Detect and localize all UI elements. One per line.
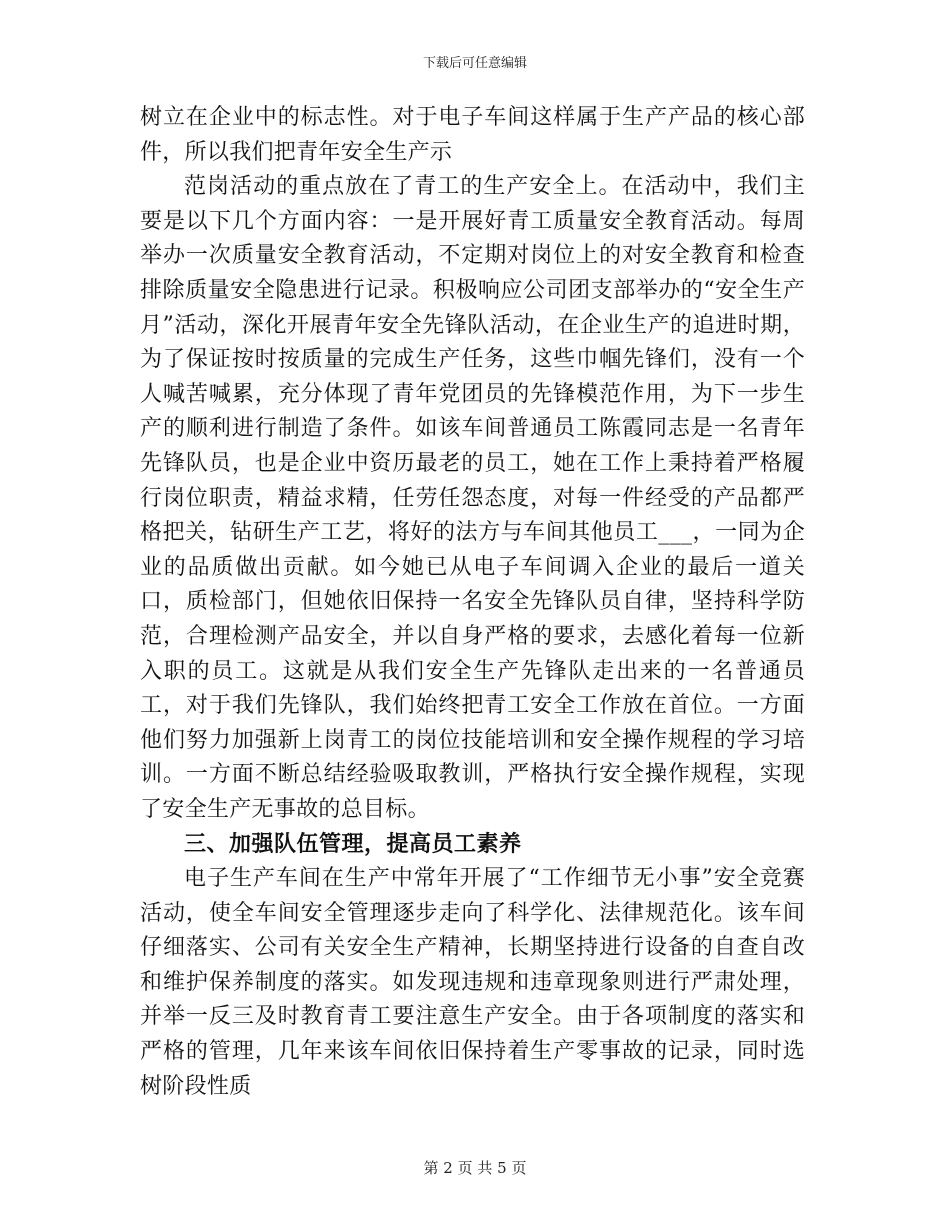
body-paragraph-1: 树立在企业中的标志性。对于电子车间这样属于生产产品的核心部件，所以我们把青年安全生产示 [140,105,805,165]
page-header-note: 下载后可任意编辑 [422,56,527,71]
section-heading: 三、加强队伍管理，提高员工素养 [184,831,522,858]
body-paragraph-2: 范岗活动的重点放在了青工的生产安全上。在活动中，我们主要是以下几个方面内容：一是开展好青工质量安全教育活动。每周举办一次质量安全教育活动，不定期对岗位上的对安全教育和检查排除质量安全隐患进行记录。积极响应公司团支部举办的“安全生产月”活动，深化开展青年安全先锋队活动，在企业生产的追进时期，为了保证按时按质量的完成生产任务，这些巾帼先锋们，没有一个人喊苦喊累，充分体现了青年党团员的先锋模范作用，为下一步生产的顺利进行制造了条件。如该车间普通员工陈霞同志是一名青年先锋队员，也是企业中资历最老的员工，她在工作上秉持着严格履行岗位职责，精益求精，任劳任怨态度，对每一件经受的产品都严格把关，钻研生产工艺，将好的法方与车间其他员工___，一同为企业的品质做出贡献。如今她已从电子车间调入企业的最后一道关口，质检部门，但她依旧保持一名安全先锋队员自律，坚持科学防范，合理检测产品安全，并以自身严格的要求，去感化着每一位新入职的员工。这就是从我们安全生产先锋队走出来的一名普通员工，对于我们先锋队，我们始终把青工安全工作放在首位。一方面他们努力加强新上岗青工的岗位技能培训和安全操作规程的学习培训。一方面不断总结经验吸取教训，严格执行安全操作规程，实现了安全生产无事故的总目标。 [140,174,805,822]
page-number-footer: 第 2 页 共 5 页 [423,1159,527,1177]
document-body [140,101,805,1104]
body-paragraph-3: 电子生产车间在生产中常年开展了“工作细节无小事”安全竞赛活动，使全车间安全管理逐步走向了科学化、法律规范化。该车间仔细落实、公司有关安全生产精神，长期坚持进行设备的自查自改和维护保养制度的落实。如发现违规和违章现象则进行严肃处理，并举一反三及时教育青工要注意生产安全。由于各项制度的落实和严格的管理，几年来该车间依旧保持着生产零事故的记录，同时选树阶段性质 [140,866,805,1099]
